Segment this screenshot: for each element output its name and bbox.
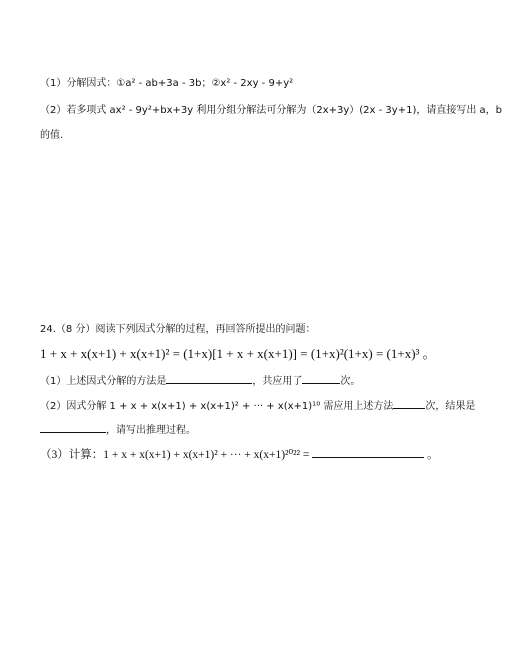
question-24-sub2	[40, 397, 475, 412]
answer-blank-count[interactable]	[302, 373, 340, 384]
sub2-text-c: ，请写出推理过程。	[106, 425, 196, 436]
answer-blank-result[interactable]	[40, 422, 106, 433]
question-part1-item1: （1）分解因式：①a² - ab+3a - 3b；②x² - 2xy - 9+y²	[40, 78, 294, 89]
sub1-text-b: ，共应用了	[252, 376, 303, 387]
sub2-text-b: 次，结果是	[425, 401, 476, 412]
answer-blank-sum[interactable]	[312, 447, 424, 458]
sub1-text-c: 次。	[340, 376, 361, 387]
question-24-formula: 1 + x + x(x+1) + x(x+1)² = (1+x)[1 + x + x(x+1)] = (1+x)²(1+x) = (1+x)³ 。	[40, 346, 436, 361]
question-24-sub3	[40, 446, 439, 462]
question-24-sub2-line2	[40, 421, 196, 436]
sub3-text-a: （3）计算：1 + x + x(x+1) + x(x+1)² + ··· + x(x+1)²⁰²² =	[40, 449, 310, 461]
question-24-header: 24.（8 分）阅读下列因式分解的过程，再回答所提出的问题：	[40, 324, 316, 335]
answer-blank-times[interactable]	[393, 398, 425, 409]
question-part1-item2-line2: 的值.	[40, 130, 64, 141]
question-24-sub1	[40, 372, 360, 387]
sub3-text-b: 。	[427, 449, 439, 461]
sub2-text-a: （2）因式分解 1 + x + x(x+1) + x(x+1)² + ··· + x(x+1)¹⁰ 需应用上述方法	[40, 401, 394, 412]
answer-blank-method[interactable]	[166, 373, 252, 384]
sub1-text-a: （1）上述因式分解的方法是	[40, 376, 167, 387]
question-part1-item2-line1: （2）若多项式 ax² - 9y²+bx+3y 利用分组分解法可分解为（2x+3y）(2x - 3y+1)，请直接写出 a，b	[40, 105, 502, 116]
